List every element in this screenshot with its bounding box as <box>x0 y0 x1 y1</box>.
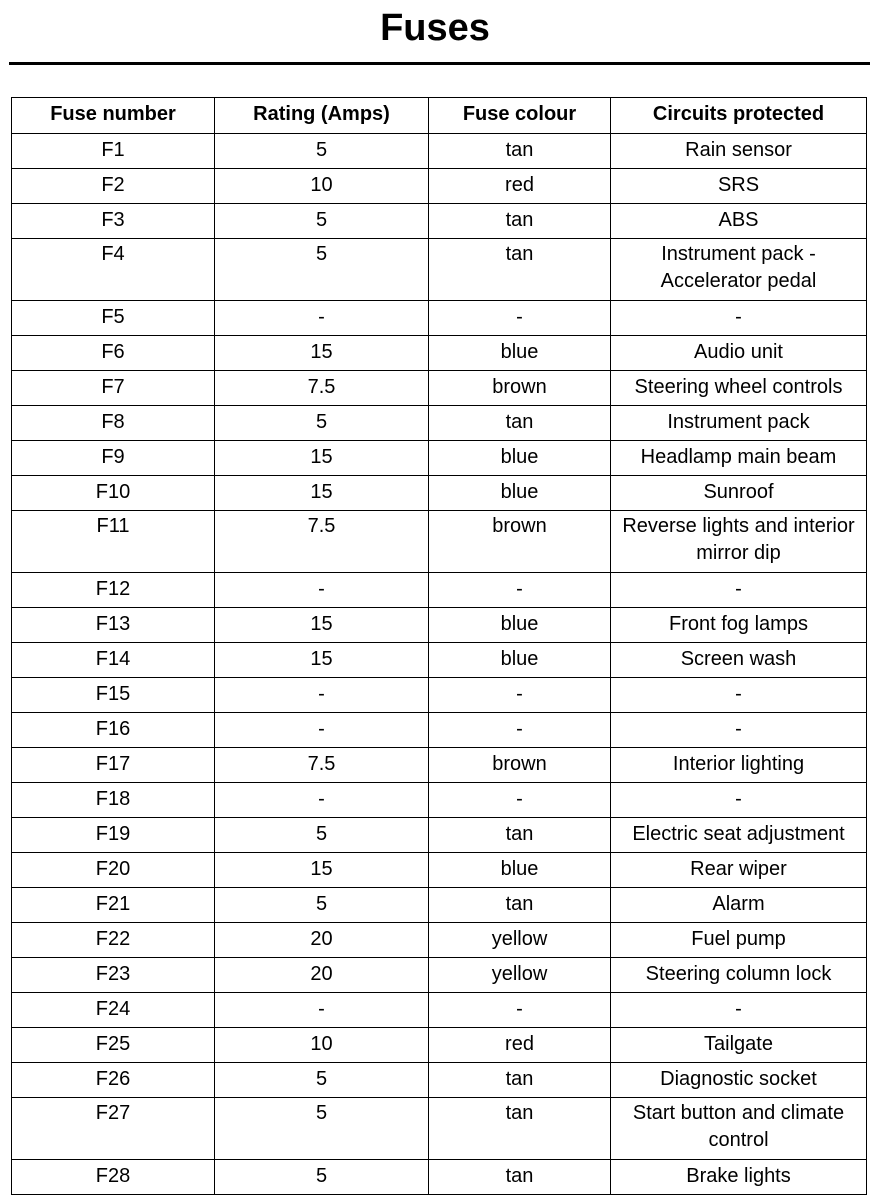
table-body <box>12 134 867 1195</box>
table-row <box>12 239 867 301</box>
cell-fuse-number: F13 <box>12 608 215 643</box>
cell-circuit: SRS <box>611 169 867 204</box>
cell-circuit: Front fog lamps <box>611 608 867 643</box>
cell-circuit: Reverse lights and interior mirror dip <box>611 511 867 573</box>
table-row <box>12 713 867 748</box>
cell-rating: - <box>215 783 429 818</box>
cell-fuse-number: F1 <box>12 134 215 169</box>
header-fuse-number: Fuse number <box>12 98 215 134</box>
cell-fuse-colour: blue <box>429 476 611 511</box>
cell-rating: 7.5 <box>215 511 429 573</box>
cell-fuse-number: F19 <box>12 818 215 853</box>
cell-fuse-colour: tan <box>429 888 611 923</box>
cell-fuse-number: F17 <box>12 748 215 783</box>
cell-rating: 5 <box>215 134 429 169</box>
cell-rating: 15 <box>215 643 429 678</box>
table-row <box>12 134 867 169</box>
cell-rating: 10 <box>215 1028 429 1063</box>
cell-fuse-colour: brown <box>429 511 611 573</box>
cell-rating: 15 <box>215 608 429 643</box>
table-row <box>12 608 867 643</box>
cell-circuit: Instrument pack - Accelerator pedal <box>611 239 867 301</box>
table-row <box>12 748 867 783</box>
cell-circuit: - <box>611 993 867 1028</box>
cell-rating: 20 <box>215 923 429 958</box>
table-row <box>12 1098 867 1160</box>
cell-rating: 5 <box>215 204 429 239</box>
table-row <box>12 476 867 511</box>
cell-circuit: Steering column lock <box>611 958 867 993</box>
cell-fuse-colour: blue <box>429 608 611 643</box>
cell-fuse-number: F7 <box>12 371 215 406</box>
table-header <box>12 98 867 134</box>
table-row <box>12 993 867 1028</box>
cell-fuse-number: F20 <box>12 853 215 888</box>
cell-fuse-number: F9 <box>12 441 215 476</box>
cell-circuit: Instrument pack <box>611 406 867 441</box>
table-row <box>12 783 867 818</box>
cell-fuse-colour: blue <box>429 643 611 678</box>
cell-circuit: - <box>611 301 867 336</box>
cell-fuse-colour: tan <box>429 239 611 301</box>
cell-fuse-colour: tan <box>429 406 611 441</box>
cell-fuse-colour: tan <box>429 1098 611 1160</box>
cell-circuit: Alarm <box>611 888 867 923</box>
cell-fuse-number: F21 <box>12 888 215 923</box>
cell-fuse-colour: red <box>429 169 611 204</box>
cell-rating: - <box>215 573 429 608</box>
cell-rating: 5 <box>215 239 429 301</box>
cell-circuit: Tailgate <box>611 1028 867 1063</box>
cell-rating: 7.5 <box>215 371 429 406</box>
cell-fuse-colour: tan <box>429 204 611 239</box>
table-row <box>12 573 867 608</box>
table-row <box>12 853 867 888</box>
header-rating: Rating (Amps) <box>215 98 429 134</box>
cell-fuse-number: F10 <box>12 476 215 511</box>
table-row <box>12 923 867 958</box>
cell-rating: 10 <box>215 169 429 204</box>
cell-rating: 5 <box>215 818 429 853</box>
cell-rating: 7.5 <box>215 748 429 783</box>
cell-fuse-number: F6 <box>12 336 215 371</box>
cell-rating: 15 <box>215 441 429 476</box>
cell-fuse-number: F24 <box>12 993 215 1028</box>
table-row <box>12 818 867 853</box>
cell-fuse-number: F18 <box>12 783 215 818</box>
cell-rating: 5 <box>215 406 429 441</box>
cell-circuit: Headlamp main beam <box>611 441 867 476</box>
cell-fuse-colour: brown <box>429 748 611 783</box>
cell-fuse-number: F25 <box>12 1028 215 1063</box>
cell-fuse-colour: - <box>429 783 611 818</box>
cell-rating: 5 <box>215 888 429 923</box>
table-row <box>12 169 867 204</box>
cell-fuse-colour: - <box>429 993 611 1028</box>
table-row <box>12 204 867 239</box>
cell-circuit: Sunroof <box>611 476 867 511</box>
table-row <box>12 1028 867 1063</box>
cell-fuse-colour: tan <box>429 818 611 853</box>
cell-fuse-colour: red <box>429 1028 611 1063</box>
cell-rating: 15 <box>215 476 429 511</box>
cell-fuse-number: F16 <box>12 713 215 748</box>
cell-fuse-colour: - <box>429 301 611 336</box>
cell-rating: 15 <box>215 336 429 371</box>
cell-fuse-number: F3 <box>12 204 215 239</box>
header-row <box>12 98 867 134</box>
table-row <box>12 371 867 406</box>
cell-fuse-colour: - <box>429 678 611 713</box>
table-row <box>12 678 867 713</box>
page-title: Fuses <box>380 7 490 49</box>
cell-rating: - <box>215 678 429 713</box>
cell-circuit: Rain sensor <box>611 134 867 169</box>
cell-fuse-colour: blue <box>429 853 611 888</box>
cell-circuit: - <box>611 713 867 748</box>
cell-rating: 15 <box>215 853 429 888</box>
cell-fuse-number: F28 <box>12 1160 215 1195</box>
cell-fuse-colour: tan <box>429 1160 611 1195</box>
table-row <box>12 888 867 923</box>
cell-fuse-number: F14 <box>12 643 215 678</box>
cell-rating: - <box>215 993 429 1028</box>
cell-fuse-number: F26 <box>12 1063 215 1098</box>
cell-rating: 5 <box>215 1160 429 1195</box>
table-row <box>12 1160 867 1195</box>
cell-circuit: Screen wash <box>611 643 867 678</box>
cell-fuse-number: F8 <box>12 406 215 441</box>
table-row <box>12 1063 867 1098</box>
cell-fuse-colour: yellow <box>429 958 611 993</box>
header-circuits: Circuits protected <box>611 98 867 134</box>
cell-circuit: Interior lighting <box>611 748 867 783</box>
table-row <box>12 643 867 678</box>
cell-circuit: ABS <box>611 204 867 239</box>
cell-circuit: Audio unit <box>611 336 867 371</box>
cell-fuse-number: F11 <box>12 511 215 573</box>
cell-fuse-number: F27 <box>12 1098 215 1160</box>
table-row <box>12 406 867 441</box>
cell-rating: - <box>215 301 429 336</box>
table-row <box>12 301 867 336</box>
cell-fuse-colour: - <box>429 573 611 608</box>
cell-fuse-number: F22 <box>12 923 215 958</box>
cell-fuse-number: F15 <box>12 678 215 713</box>
cell-fuse-colour: - <box>429 713 611 748</box>
cell-circuit: - <box>611 573 867 608</box>
header-fuse-colour: Fuse colour <box>429 98 611 134</box>
cell-rating: - <box>215 713 429 748</box>
table-row <box>12 511 867 573</box>
table-row <box>12 958 867 993</box>
cell-circuit: Brake lights <box>611 1160 867 1195</box>
cell-circuit: - <box>611 678 867 713</box>
cell-fuse-number: F5 <box>12 301 215 336</box>
cell-fuse-colour: tan <box>429 134 611 169</box>
cell-rating: 5 <box>215 1098 429 1160</box>
cell-fuse-number: F4 <box>12 239 215 301</box>
cell-fuse-colour: brown <box>429 371 611 406</box>
cell-rating: 20 <box>215 958 429 993</box>
cell-fuse-colour: yellow <box>429 923 611 958</box>
cell-fuse-number: F2 <box>12 169 215 204</box>
cell-circuit: Diagnostic socket <box>611 1063 867 1098</box>
cell-circuit: Start button and climate control <box>611 1098 867 1160</box>
table-row <box>12 441 867 476</box>
cell-circuit: Steering wheel controls <box>611 371 867 406</box>
cell-fuse-colour: blue <box>429 336 611 371</box>
title-divider <box>9 62 870 65</box>
fuse-table <box>11 97 867 1195</box>
cell-fuse-colour: blue <box>429 441 611 476</box>
cell-circuit: Rear wiper <box>611 853 867 888</box>
cell-circuit: Fuel pump <box>611 923 867 958</box>
table-row <box>12 336 867 371</box>
cell-circuit: Electric seat adjustment <box>611 818 867 853</box>
cell-fuse-number: F12 <box>12 573 215 608</box>
cell-circuit: - <box>611 783 867 818</box>
cell-fuse-number: F23 <box>12 958 215 993</box>
cell-rating: 5 <box>215 1063 429 1098</box>
cell-fuse-colour: tan <box>429 1063 611 1098</box>
